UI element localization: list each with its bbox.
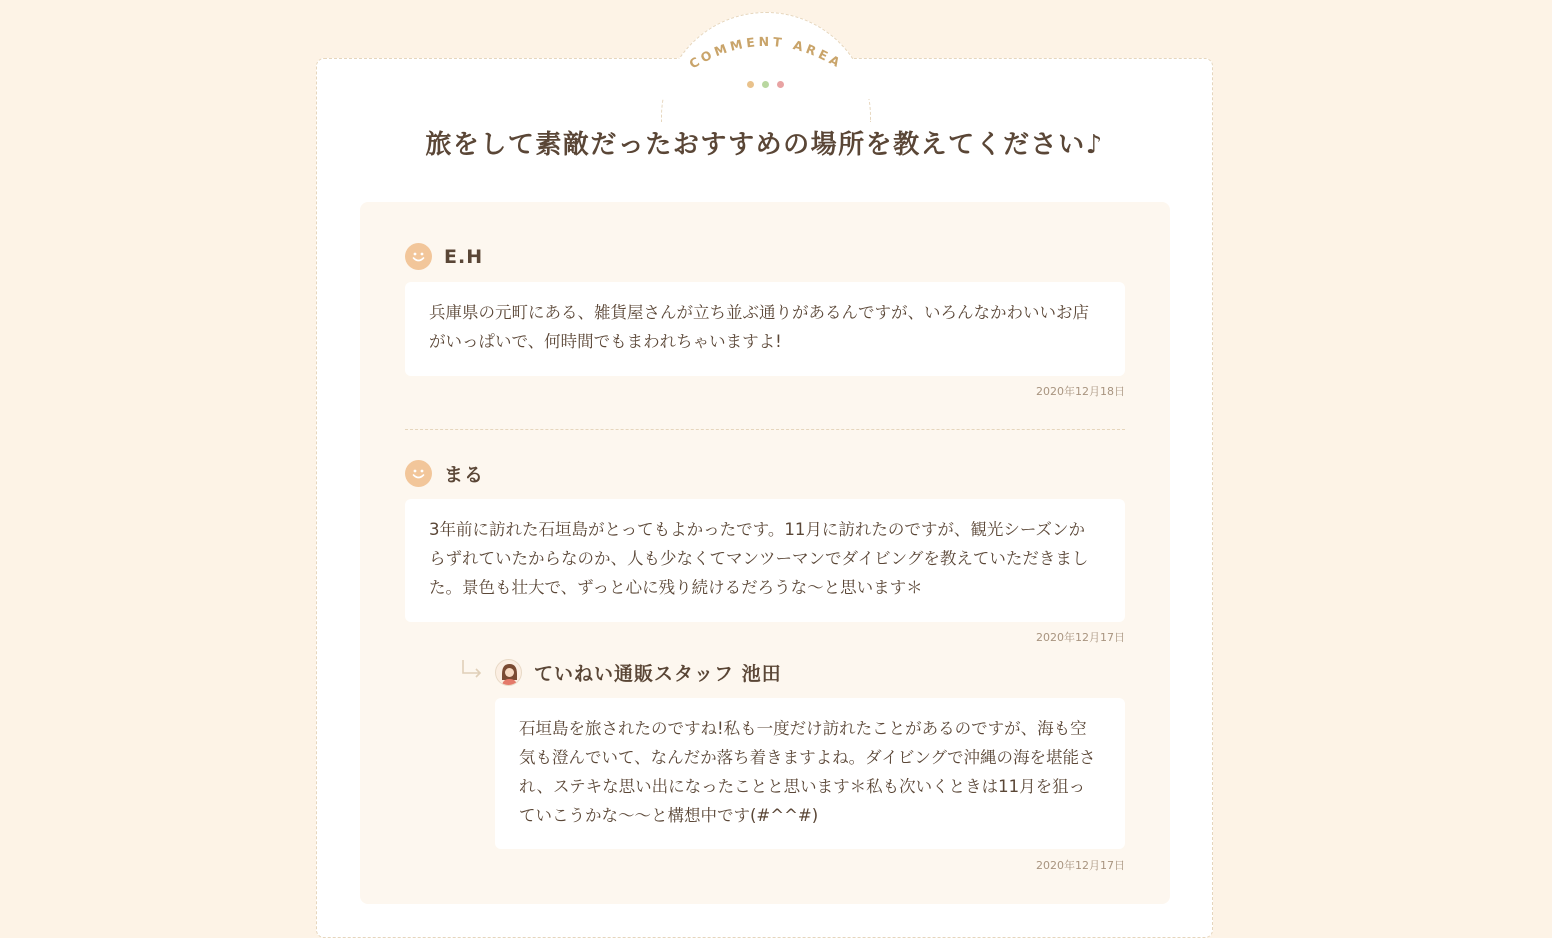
comment-header bbox=[405, 243, 483, 270]
comment-body: 3年前に訪れた石垣島がとってもよかったです。11月に訪れたのですが、観光シーズンからずれていたからなのか、人も少なくてマンツーマンでダイビングを教えていただきました。景色も壮大で、ずっと心に残り続けるだろうな〜と思います＊ bbox=[405, 499, 1125, 622]
comment-body: 兵庫県の元町にある、雑貨屋さんが立ち並ぶ通りがあるんですが、いろんなかわいいお店がいっぱいで、何時間でもまわれちゃいますよ! bbox=[405, 282, 1125, 376]
reply-date: 2020年12月17日 bbox=[1036, 859, 1125, 872]
reply-body: 石垣島を旅されたのですね!私も一度だけ訪れたことがあるのですが、海も空気も澄んでいて、なんだか落ち着きますよね。ダイビングで沖縄の海を堪能され、ステキな思い出になったことと思います＊私も次いくときは11月を狙っていこうかな〜〜と構想中です(#^^#) bbox=[495, 698, 1125, 849]
dot-3 bbox=[777, 81, 784, 88]
comment-author: まる bbox=[444, 464, 485, 486]
comment-date: 2020年12月18日 bbox=[1036, 385, 1125, 398]
reply-arrow-icon bbox=[458, 658, 484, 682]
reply-author: ていねい通販スタッフ 池田 bbox=[534, 663, 782, 685]
comment-date: 2020年12月17日 bbox=[1036, 631, 1125, 644]
badge-dots bbox=[747, 81, 784, 88]
staff-avatar-icon bbox=[495, 659, 522, 686]
smiley-icon bbox=[405, 460, 432, 487]
comment-area-label: COMMENT AREA bbox=[686, 33, 846, 72]
comment-header bbox=[405, 460, 484, 487]
comment-author: E.H bbox=[444, 245, 484, 268]
dot-1 bbox=[747, 81, 754, 88]
page-title: 旅をして素敵だったおすすめの場所を教えてください♪ bbox=[425, 130, 1104, 160]
svg-text:COMMENT AREA bbox=[686, 34, 845, 72]
dot-2 bbox=[762, 81, 769, 88]
reply-header bbox=[495, 659, 782, 686]
comment-divider bbox=[405, 429, 1125, 430]
comment-area-badge bbox=[661, 12, 871, 102]
smiley-icon bbox=[405, 243, 432, 270]
